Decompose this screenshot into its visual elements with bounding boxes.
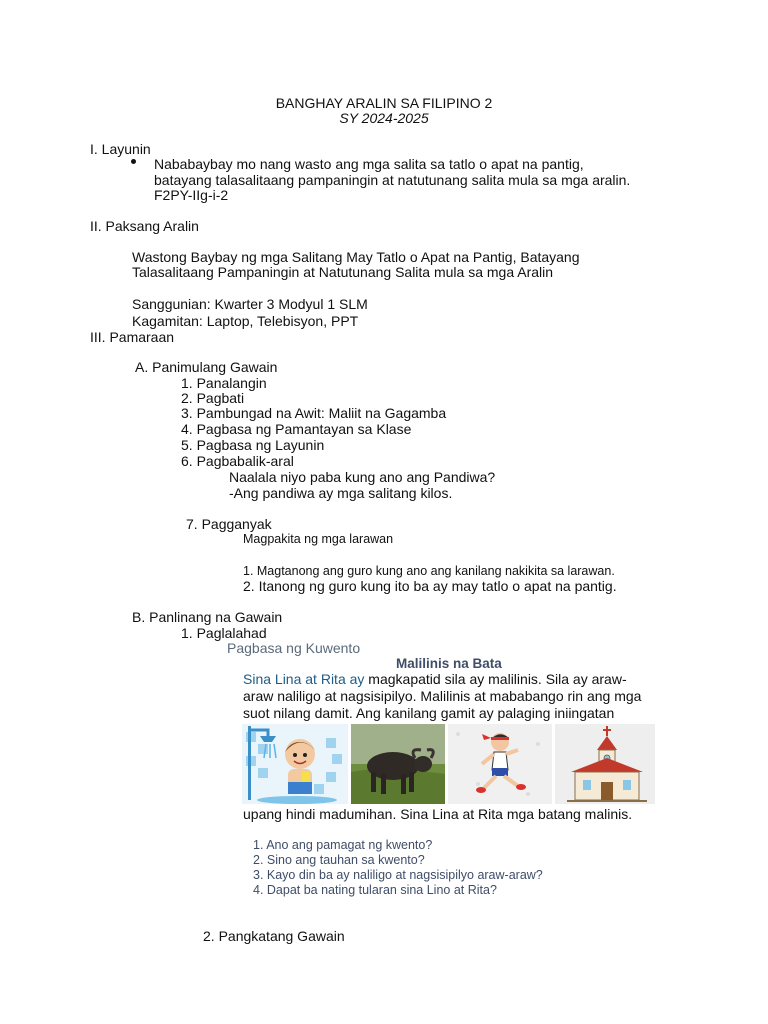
layunin-heading: I. Layunin bbox=[90, 141, 151, 157]
running-boy-image bbox=[448, 724, 552, 804]
layunin-line-1: Nababaybay mo nang wasto ang mga salita sa tatlo o apat na pantig, bbox=[154, 156, 584, 172]
pagbasa-label: Pagbasa ng Kuwento bbox=[227, 640, 361, 656]
layunin-code: F2PY-IIg-i-2 bbox=[154, 187, 229, 203]
question-item: 2. Sino ang tauhan sa kwento? bbox=[253, 853, 425, 867]
pangkatang-gawain: 2. Pangkatang Gawain bbox=[203, 928, 345, 944]
panlinang-gawain-heading: B. Panlinang na Gawain bbox=[132, 609, 283, 625]
school-year: SY 2024-2025 bbox=[339, 110, 429, 126]
story-line-1 bbox=[243, 671, 627, 687]
balik-aral-answer: -Ang pandiwa ay mga salitang kilos. bbox=[229, 485, 453, 501]
panimulang-gawain-heading: A. Panimulang Gawain bbox=[135, 359, 278, 375]
story-line-1-rest: magkapatid sila ay malilinis. Sila ay araw- bbox=[364, 671, 627, 687]
paksa-line-2: Talasalitaang Pampaningin at Natutunang Salita mula sa mga Aralin bbox=[132, 264, 554, 280]
story-line-4: upang hindi madumihan. Sina Lina at Rita mga batang malinis. bbox=[243, 806, 633, 822]
document-title: BANGHAY ARALIN SA FILIPINO 2 bbox=[275, 95, 493, 111]
paksang-aralin-heading: II. Paksang Aralin bbox=[90, 218, 199, 234]
bullet-dot bbox=[131, 159, 136, 164]
story-title: Malilinis na Bata bbox=[396, 656, 502, 671]
story-line-2: araw naliligo at nagsisipilyo. Malilinis at mababango rin ang mga bbox=[243, 688, 642, 704]
layunin-line-2: batayang talasalitaang pampaningin at natutunang salita mula sa mga aralin. bbox=[154, 172, 631, 188]
step-item: 1. Panalangin bbox=[181, 375, 267, 391]
paksa-line-1: Wastong Baybay ng mga Salitang May Tatlo o Apat na Pantig, Batayang bbox=[132, 249, 580, 265]
sanggunian: Sanggunian: Kwarter 3 Modyul 1 SLM bbox=[132, 296, 368, 312]
story-line-3: suot nilang damit. Ang kanilang gamit ay palaging iniingatan bbox=[243, 705, 615, 721]
step-item: 2. Pagbati bbox=[181, 390, 245, 406]
step-item: 6. Pagbabalik-aral bbox=[181, 453, 294, 469]
carabao-image bbox=[351, 724, 445, 804]
question-item: 3. Kayo din ba ay naliligo at nagsisipilyo araw-araw? bbox=[253, 868, 543, 882]
question-item: 1. Ano ang pamagat ng kwento? bbox=[253, 838, 433, 852]
church-image bbox=[555, 724, 655, 804]
paglalahad: 1. Paglalahad bbox=[181, 625, 267, 641]
step-item: 4. Pagbasa ng Pamantayan sa Klase bbox=[181, 421, 412, 437]
pagganyak-description: Magpakita ng mga larawan bbox=[243, 532, 394, 546]
balik-aral-question: Naalala niyo paba kung ano ang Pandiwa? bbox=[229, 469, 496, 485]
story-line-1-names: Sina Lina at Rita ay bbox=[243, 671, 365, 687]
question-item: 4. Dapat ba nating tularan sina Lino at Rita? bbox=[253, 883, 497, 897]
step-item: 5. Pagbasa ng Layunin bbox=[181, 437, 325, 453]
shower-child-image bbox=[242, 724, 348, 804]
kagamitan: Kagamitan: Laptop, Telebisyon, PPT bbox=[132, 313, 359, 329]
step-pagganyak: 7. Pagganyak bbox=[186, 516, 272, 532]
pamaraan-heading: III. Pamaraan bbox=[90, 329, 175, 345]
step-item: 3. Pambungad na Awit: Maliit na Gagamba bbox=[181, 405, 447, 421]
pagganyak-item: 2. Itanong ng guro kung ito ba ay may tatlo o apat na pantig. bbox=[243, 578, 617, 594]
pagganyak-item: 1. Magtanong ang guro kung ano ang kanilang nakikita sa larawan. bbox=[243, 564, 615, 578]
